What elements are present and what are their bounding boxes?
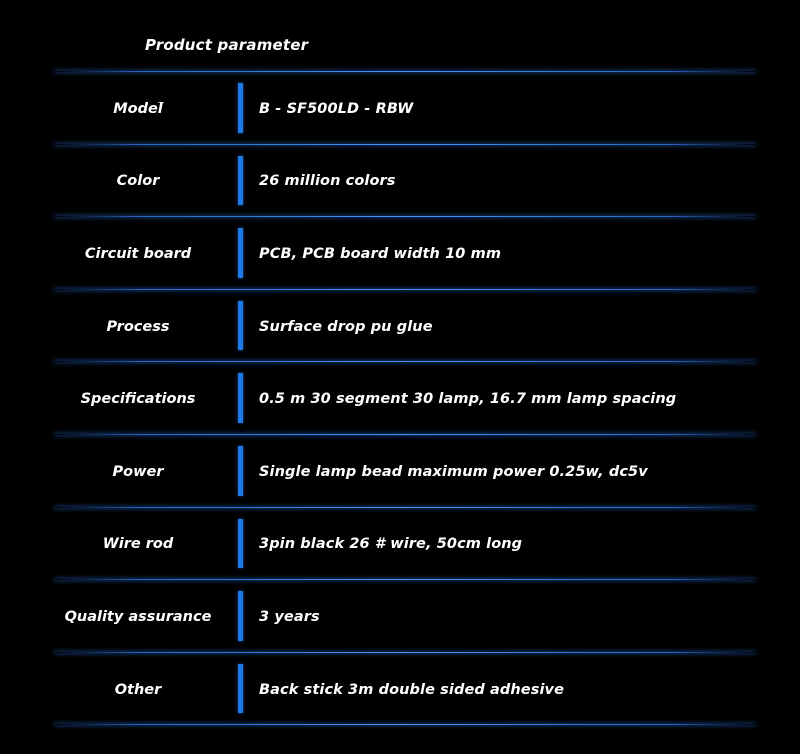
separator-bar [238, 664, 243, 714]
page-title: Product parameter [145, 36, 309, 54]
parameter-value: 0.5 m 30 segment 30 lamp, 16.7 mm lamp spacing [259, 390, 677, 407]
parameter-value: Single lamp bead maximum power 0.25w, dc5v [259, 463, 648, 480]
parameter-value: 26 million colors [259, 173, 396, 190]
parameter-row-process [0, 291, 800, 361]
parameter-label: Wire rod [102, 536, 174, 553]
row-divider [0, 723, 800, 726]
parameter-row-circuit-board [0, 218, 800, 288]
parameter-table [0, 70, 800, 726]
parameter-value: Surface drop pu glue [259, 318, 433, 335]
separator-bar [238, 446, 243, 496]
parameter-row-quality-assurance [0, 581, 800, 651]
separator-bar [238, 83, 243, 133]
parameter-row-wire-rod [0, 509, 800, 579]
parameter-row-model [0, 73, 800, 143]
separator-bar [238, 591, 243, 641]
separator-bar [238, 228, 243, 278]
parameter-label: Color [116, 173, 160, 190]
separator-bar [238, 301, 243, 351]
parameter-value: PCB, PCB board width 10 mm [259, 245, 502, 262]
parameter-value: B - SF500LD - RBW [259, 100, 414, 117]
parameter-label: Power [112, 463, 164, 480]
parameter-label: Quality assurance [64, 608, 212, 625]
parameter-label: Process [106, 318, 170, 335]
parameter-row-other [0, 654, 800, 724]
parameter-value: Back stick 3m double sided adhesive [259, 681, 565, 698]
parameter-value: 3 years [259, 608, 320, 625]
parameter-value: 3pin black 26 # wire, 50cm long [259, 536, 523, 553]
parameter-label: Specifications [80, 390, 196, 407]
parameter-label: Circuit board [84, 245, 192, 262]
parameter-label: Other [114, 681, 162, 698]
separator-bar [238, 156, 243, 206]
separator-bar [238, 373, 243, 423]
parameter-row-power [0, 436, 800, 506]
parameter-row-specifications [0, 363, 800, 433]
separator-bar [238, 519, 243, 569]
parameter-row-color [0, 146, 800, 216]
parameter-label: Model [113, 100, 163, 117]
